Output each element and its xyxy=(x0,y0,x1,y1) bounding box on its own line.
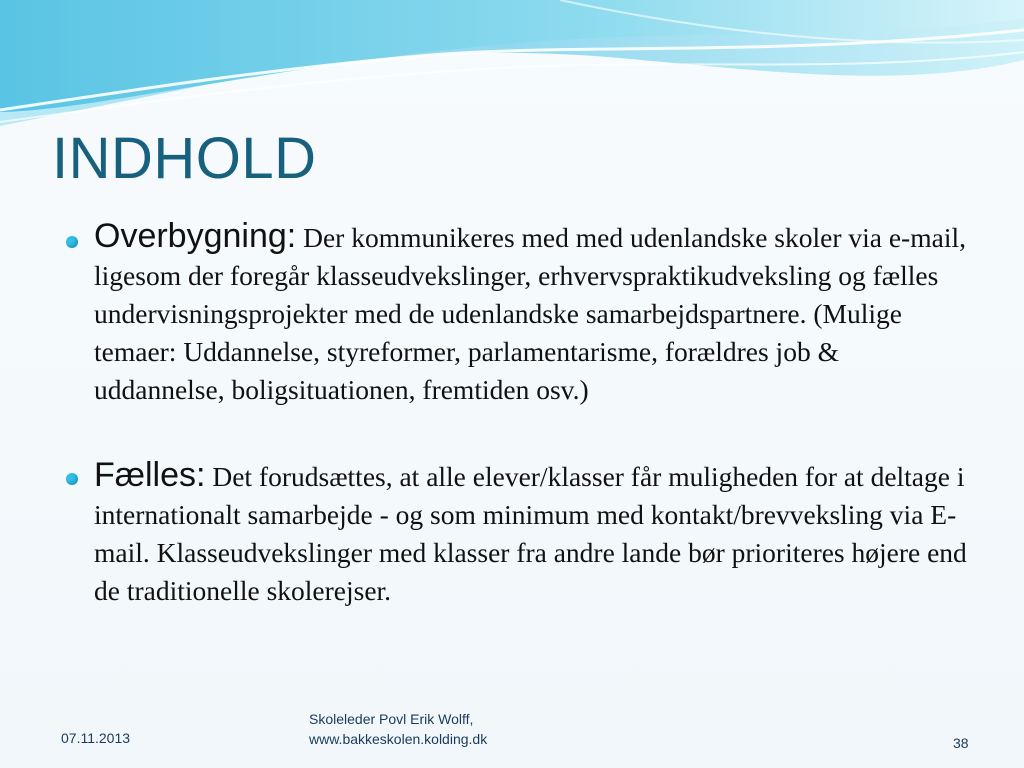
bullet-lead: Fælles: xyxy=(94,456,206,494)
slide-number: 38 xyxy=(953,735,969,751)
bullet-list xyxy=(62,217,972,612)
footer-date: 07.11.2013 xyxy=(61,730,131,746)
bullet-dot-icon xyxy=(66,473,78,485)
slide-title: INDHOLD xyxy=(52,126,317,191)
decorative-waves xyxy=(0,0,1024,140)
bullet-paragraph xyxy=(94,217,972,411)
list-item xyxy=(62,456,972,612)
list-item xyxy=(62,217,972,411)
footer-author xyxy=(309,709,487,749)
bullet-lead: Overbygning: xyxy=(94,217,297,255)
bullet-dot-icon xyxy=(66,236,78,248)
footer-author-name: Skoleleder Povl Erik Wolff, xyxy=(309,711,474,727)
footer-author-website: www.bakkeskolen.kolding.dk xyxy=(309,731,488,747)
bullet-text: Der kommunikeres med med udenlandske skoler via e-mail, ligesom der foregår klasseudvekslinger, erhvervspraktikudveksling og fælles undervisningsprojekter med de udenlandske samarbejdspartnere. (Mulige temaer: Uddannelse, styreformer, parlamentarisme, forældres job & uddannelse, boligsituationen, fremtiden osv.) xyxy=(94,222,966,405)
bullet-paragraph xyxy=(94,456,972,612)
bullet-text: Det forudsættes, at alle elever/klasser får muligheden for at deltage i internationalt samarbejde - og som minimum med kontakt/brevveksling via E-mail. Klasseudvekslinger med klasser fra andre lande bør prioriteres højere end de traditionelle skolerejser. xyxy=(94,461,967,606)
